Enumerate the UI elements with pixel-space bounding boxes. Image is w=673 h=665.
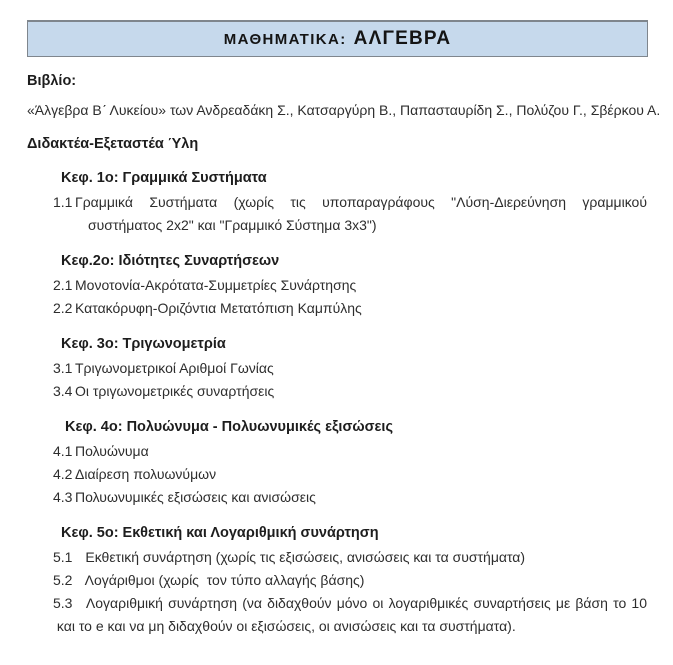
syllabus-item [53, 463, 647, 486]
chapter-title: Κεφ. 5ο: Εκθετική και Λογαριθμική συνάρτηση [61, 525, 379, 541]
chapter-items [0, 274, 673, 320]
item-number: 4.2 [53, 466, 73, 482]
item-text: Διαίρεση πολυωνύμων [75, 466, 217, 482]
chapter-section [0, 418, 673, 509]
item-text: Μονοτονία-Ακρότατα-Συμμετρίες Συνάρτησης [75, 277, 357, 293]
item-text: Λογάριθμοι (χωρίς τον τύπο αλλαγής βάσης) [84, 572, 365, 588]
item-number: 4.3 [53, 489, 73, 505]
item-text: Οι τριγωνομετρικές συναρτήσεις [75, 383, 275, 399]
syllabus-item [53, 274, 647, 297]
item-text: Τριγωνομετρικοί Αριθμοί Γωνίας [75, 360, 274, 376]
chapter-items [0, 546, 673, 638]
book-reference: «Άλγεβρα Βʹ Λυκείου» των Ανδρεαδάκη Σ., Κατσαργύρη Β., Παπασταυρίδη Σ., Πολύζου Γ., Σβέρκου Α. [27, 102, 661, 118]
syllabus-item [53, 191, 647, 237]
item-text: Γραμμικά Συστήματα (χωρίς τις υποπαραγράφους "Λύση-Διερεύνηση γραμμικού συστήματος 2x2" και "Γραμμικό Σύστημα 3x3") [75, 194, 647, 233]
book-heading: Βιβλίο: [27, 73, 77, 89]
item-text: Λογαριθμική συνάρτηση (να διδαχθούν μόνο οι λογαριθμικές συναρτήσεις με βάση το 10 και το e και να μη διδαχθούν οι εξισώσεις, οι ανισώσεις και τα συστήματα). [53, 595, 648, 634]
chapters-list [0, 169, 673, 638]
syllabus-item [53, 569, 647, 592]
chapter-section [0, 524, 673, 638]
item-number: 2.1 [53, 277, 73, 293]
syllabus-item [53, 546, 647, 569]
chapter-items [0, 191, 673, 237]
item-number: 5.3 [53, 595, 73, 611]
item-text: Πολυωνυμικές εξισώσεις και ανισώσεις [75, 489, 316, 505]
course-label: ΑΛΓΕΒΡΑ [353, 28, 452, 49]
item-number: 5.1 [53, 549, 73, 565]
syllabus-heading: Διδακτέα-Εξεταστέα Ύλη [27, 136, 199, 152]
item-number: 4.1 [53, 443, 73, 459]
item-number: 1.1 [53, 194, 73, 210]
chapter-section [0, 335, 673, 403]
syllabus-item [53, 357, 647, 380]
chapter-items [0, 357, 673, 403]
syllabus-item [53, 486, 647, 509]
document-page [0, 20, 673, 665]
chapter-title: Κεφ.2ο: Ιδιότητες Συναρτήσεων [61, 253, 280, 269]
chapter-title: Κεφ. 3ο: Τριγωνομετρία [61, 336, 226, 352]
item-number: 2.2 [53, 300, 73, 316]
item-number: 5.2 [53, 572, 73, 588]
item-text: Κατακόρυφη-Οριζόντια Μετατόπιση Καμπύλης [75, 300, 362, 316]
syllabus-item [53, 297, 647, 320]
item-number: 3.4 [53, 383, 73, 399]
chapter-section [0, 169, 673, 237]
chapter-items [0, 440, 673, 509]
chapter-title: Κεφ. 1ο: Γραμμικά Συστήματα [61, 170, 267, 186]
title-banner [27, 20, 648, 57]
subject-label: ΜΑΘΗΜΑΤΙΚΑ: [223, 30, 347, 48]
chapter-title: Κεφ. 4ο: Πολυώνυμα - Πολυωνυμικές εξισώσεις [61, 419, 393, 435]
syllabus-item [53, 380, 647, 403]
item-text: Εκθετική συνάρτηση (χωρίς τις εξισώσεις, ανισώσεις και τα συστήματα) [85, 549, 526, 565]
item-text: Πολυώνυμα [75, 443, 149, 459]
syllabus-item [53, 592, 647, 638]
item-number: 3.1 [53, 360, 73, 376]
syllabus-item [53, 440, 647, 463]
chapter-section [0, 252, 673, 320]
